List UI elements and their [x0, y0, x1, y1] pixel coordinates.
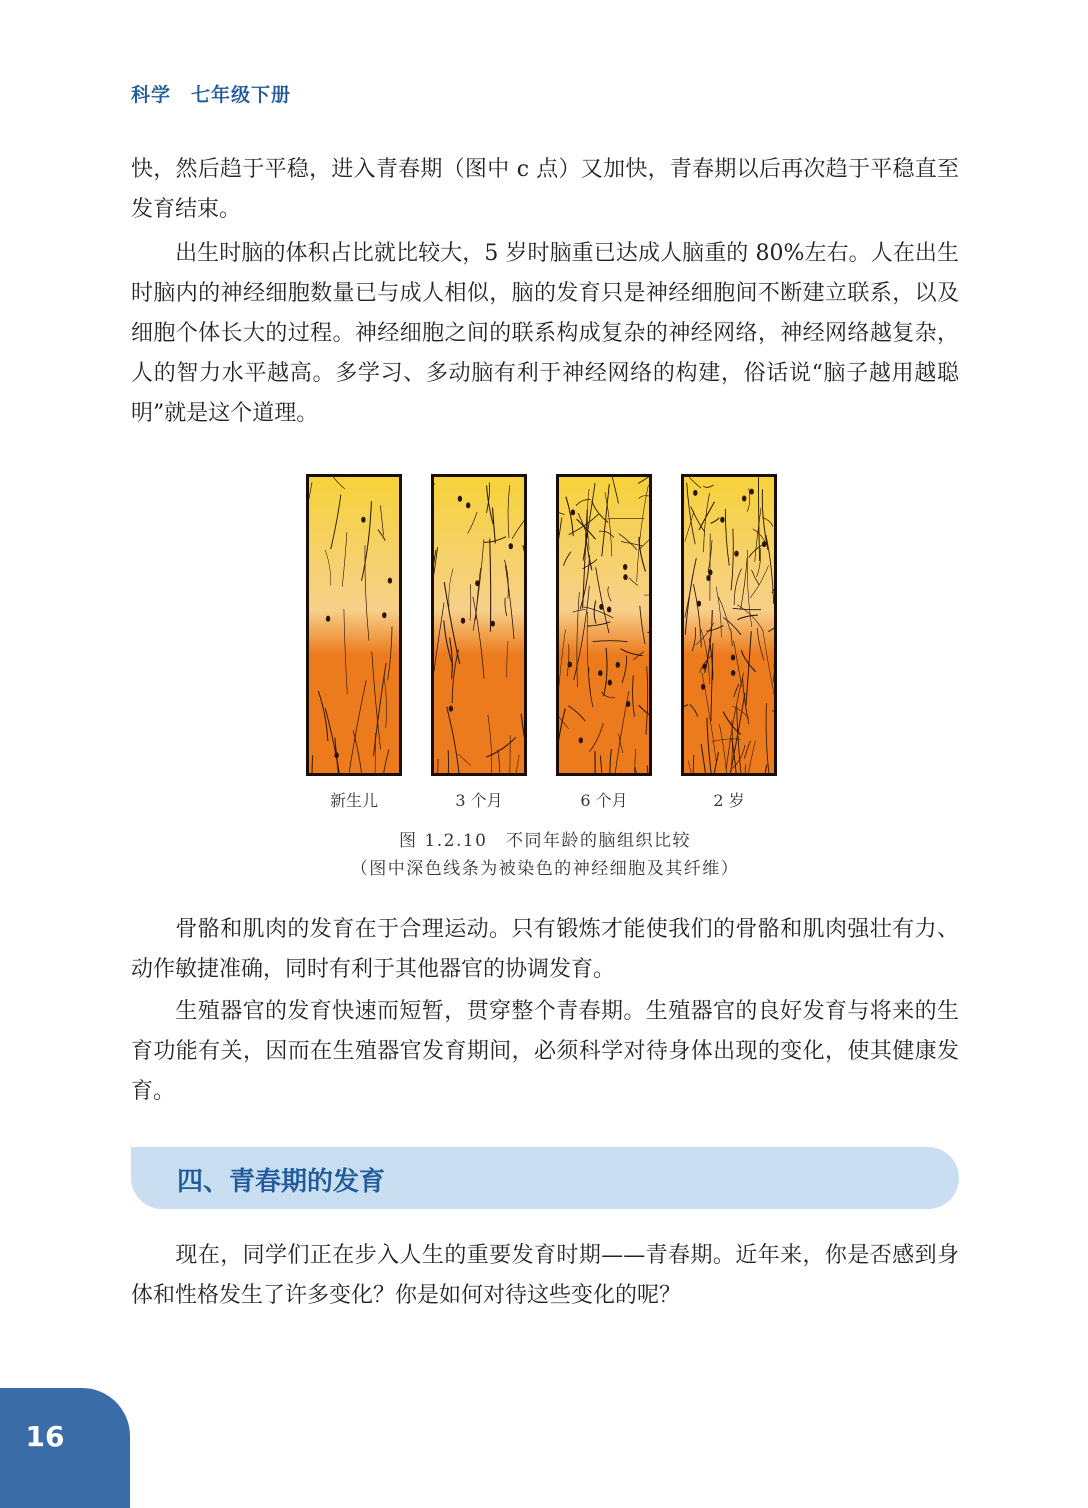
paragraph-puberty: [131, 1236, 959, 1316]
label-6-months: 6 个月: [580, 791, 628, 810]
label-newborn: 新生儿: [329, 791, 378, 810]
label-2-years: 2 岁: [713, 791, 745, 810]
section-heading-bar: [131, 1147, 959, 1209]
panel-2-years: [681, 474, 777, 776]
neuron-drawing-2-years: [684, 477, 774, 773]
figure-note: （图中深色线条为被染色的神经细胞及其纤维）: [350, 859, 740, 879]
subject-title: 科学: [131, 84, 172, 106]
label-3-months: 3 个月: [455, 791, 503, 810]
grade-title: 七年级下册: [191, 84, 292, 106]
paragraph-reproductive-text: 生殖器官的发育快速而短暂，贯穿整个青春期。生殖器官的良好发育与将来的生育功能有关，因而在生殖器官发育期间，必须科学对待身体出现的变化，使其健康发育。: [131, 999, 959, 1104]
neuron-drawing-6-months: [559, 477, 649, 773]
paragraph-continuation: 快，然后趋于平稳，进入青春期（图中 c 点）又加快，青春期以后再次趋于平稳直至发育结束。: [131, 157, 959, 222]
brain-tissue-figure: [300, 470, 790, 890]
neuron-drawing-newborn: [309, 477, 399, 773]
neuron-drawing-3-months: [434, 477, 524, 773]
figure-caption: 图 1.2.10 不同年龄的脑组织比较: [399, 831, 691, 851]
panel-6-months: [556, 474, 652, 776]
page-number-tab: [0, 1388, 130, 1508]
paragraph-brain-text: 出生时脑的体积占比就比较大，5 岁时脑重已达成人脑重的 80%左右。人在出生时脑内的神经细胞数量已与成人相似，脑的发育只是神经细胞间不断建立联系，以及细胞个体长大的过程。神经细胞之间的联系构成复杂的神经网络，神经网络越复杂，人的智力水平越高。多学习、多动脑有利于神经网络的构建，俗话说“脑子越用越聪明”就是这个道理。: [131, 241, 959, 426]
paragraph-reproductive: [131, 992, 959, 1112]
paragraph-brain: [131, 234, 959, 434]
paragraph-bones: [131, 910, 959, 990]
paragraph-puberty-text: 现在，同学们正在步入人生的重要发育时期——青春期。近年来，你是否感到身体和性格发生了许多变化？你是如何对待这些变化的呢？: [131, 1243, 959, 1308]
panel-3-months: [431, 474, 527, 776]
panel-newborn: [306, 474, 402, 776]
running-head: [131, 80, 291, 107]
section-title: 四、青春期的发育: [177, 1167, 386, 1197]
paragraph-bones-text: 骨骼和肌肉的发育在于合理运动。只有锻炼才能使我们的骨骼和肌肉强壮有力、动作敏捷准确，同时有利于其他器官的协调发育。: [131, 917, 959, 982]
page-number: 16: [25, 1420, 65, 1453]
